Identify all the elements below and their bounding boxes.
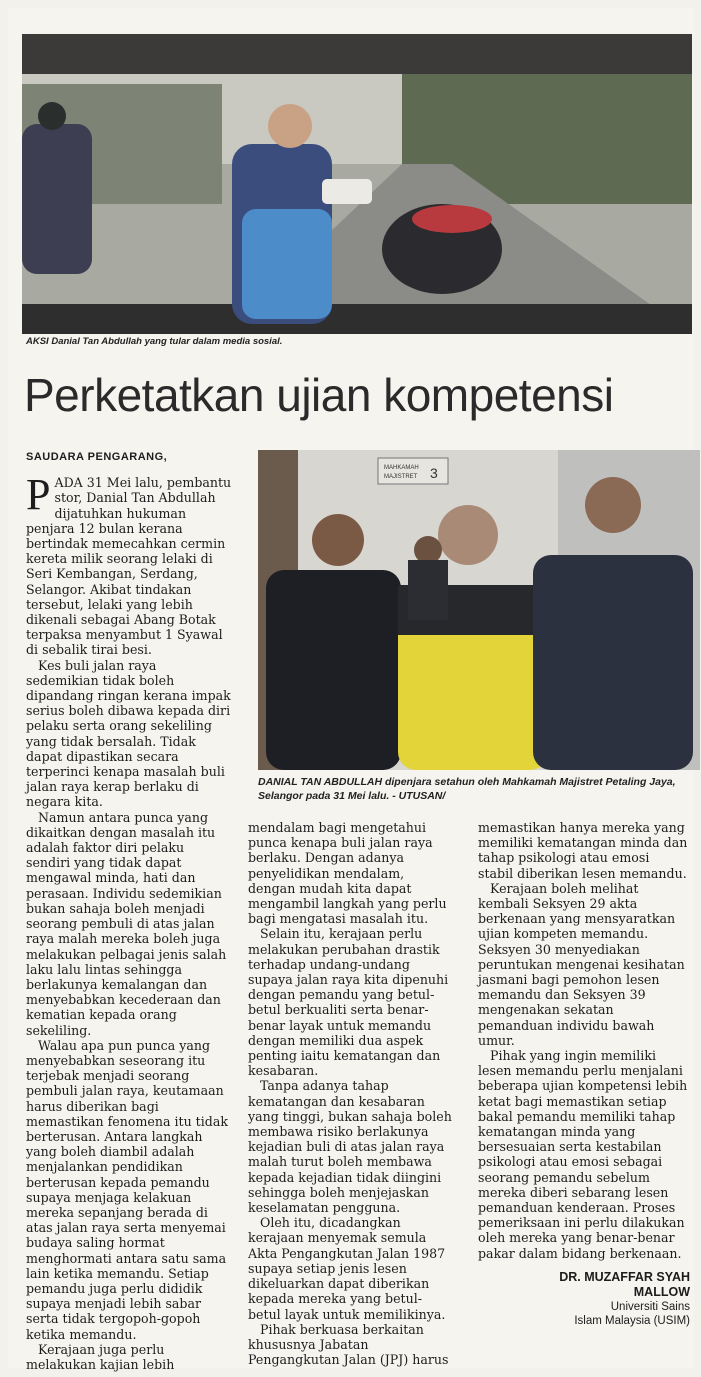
author-signature (500, 1270, 690, 1328)
paragraph-4: Walau apa pun punca yang menyebabkan seseorang itu terjebak menjadi seorang pembuli jalan raya, keutamaan harus diberikan bagi memastikan fenomena itu tidak berterusan. Antara langkah yang boleh diambil adalah menjalankan pendidikan berterusan kepada pemandu supaya menjaga kelakuan mereka sepanjang berada di atas jalan raya serta menyemai budaya saling hormat menghormati antara satu sama lain ketika memandu. Setiap pemandu juga perlu dididik supaya menjadi lebih sabar serta tidak tergopoh-gopoh ketika memandu. (26, 1037, 228, 1342)
paragraph-12: Kerajaan boleh melihat kembali Seksyen 29 akta berkenaan yang mensyaratkan ujian kompeten memandu. Seksyen 30 menyediakan peruntukan mengenai kesihatan jasmani bagi pemohon lesen memandu dan Seksyen 39 mengenakan sekatan pemanduan individu bawah umur. (478, 880, 685, 1048)
paragraph-11: memastikan hanya mereka yang memiliki kematangan minda dan tahap psikologi atau emosi stabil diberikan lesen memandu. (478, 820, 688, 881)
paragraph-1 (26, 470, 232, 658)
article-column-1 (26, 450, 232, 1372)
author-affiliation-line2: Islam Malaysia (USIM) (574, 1315, 690, 1327)
article-column-3 (478, 820, 688, 1261)
court-photo-caption: DANIAL TAN ABDULLAH dipenjara setahun oleh Mahkamah Majistret Petaling Jaya, Selangor pada 31 Mei lalu. - UTUSAN/ (258, 776, 676, 802)
author-affiliation-line1: Universiti Sains (610, 1301, 690, 1313)
paragraph-9: Oleh itu, dicadangkan kerajaan menyemak semula Akta Pengangkutan Jalan 1987 supaya setiap jenis lesen dikeluarkan dapat diberikan kepada mereka yang betul-betul layak untuk memilikinya. (248, 1215, 446, 1322)
paragraph-7: Selain itu, kerajaan perlu melakukan perubahan drastik terhadap undang-undang supaya jalan raya kita dipenuhi dengan pemandu yang betul-betul berkualiti serta benar-benar layak untuk memandu dengan memiliki dua aspek penting iaitu kematangan dan kesabaran. (248, 926, 449, 1079)
paragraph-1-text: ADA 31 Mei lalu, pembantu stor, Danial Tan Abdullah dijatuhkan hukuman penjara 12 bulan kerana bertindak memecahkan cermin kereta milik seorang lelaki di Seri Kembangan, Serdang, Selangor. Akibat tindakan tersebut, lelaki yang lebih dikenali sebagai Abang Botak terpaksa menyambut 1 Syawal di sebalik tirai besi. (26, 475, 232, 658)
paragraph-10: Pihak berkuasa berkaitan khususnya Jabatan Pengangkutan Jalan (JPJ) harus (248, 1321, 449, 1368)
court-sign-number: 3 (430, 465, 438, 481)
court-sign-line2: MAJISTRET (384, 474, 418, 480)
court-photo (258, 450, 700, 770)
author-name-line1: DR. MUZAFFAR SYAH (559, 1270, 690, 1284)
paragraph-13: Pihak yang ingin memiliki lesen memandu perlu menjalani beberapa ujian kompetensi lebih ketat bagi memastikan setiap bakal pemandu memiliki tahap kematangan minda yang bersesuaian serta kestabilan psikologi atau emosi sebagai seorang pemandu sebelum mereka diberi sebarang lesen pemanduan kenderaan. Proses pemeriksaan ini perlu dilakukan oleh mereka yang benar-benar pakar dalam bidang berkenaan. (478, 1048, 688, 1261)
author-name-line2: MALLOW (633, 1285, 690, 1299)
paragraph-3: Namun antara punca yang dikaitkan dengan masalah itu adalah faktor diri pelaku sendiri yang tidak dapat mengawal minda, hati dan perasaan. Individu sedemikian bukan sahaja boleh menjadi seorang pembuli di atas jalan raya malah mereka boleh juga melakukan pelbagai jenis salah laku lalu lintas sehingga berlakunya kemalangan dan menyebabkan kecederaan dan kematian kepada orang sekeliling. (26, 809, 227, 1038)
paragraph-6: mendalam bagi mengetahui punca kenapa buli jalan raya berlaku. Dengan adanya penyelidikan mendalam, dengan mudah kita dapat mengambil langkah yang perlu bagi mengatasi masalah itu. (248, 820, 447, 927)
paragraph-8: Tanpa adanya tahap kematangan dan kesabaran yang tinggi, bukan sahaja boleh membawa risiko berlakunya kejadian buli di atas jalan raya malah turut boleh membawa kepada kejadian tidak diingini sehingga boleh menjejaskan keselamatan pengguna. (248, 1078, 452, 1216)
salutation: SAUDARA PENGARANG, (26, 451, 168, 463)
dashcam-scene (22, 34, 692, 334)
headline: Perketatkan ujian kompetensi (24, 369, 614, 421)
dropcap: P (26, 470, 51, 520)
article-column-2 (248, 820, 454, 1367)
court-sign-line1: MAHKAMAH (384, 465, 419, 471)
paragraph-2: Kes buli jalan raya sedemikian tidak boleh dipandang ringan kerana impak serius boleh dibawa kepada diri pelaku serta orang sekeliling yang tidak bersalah. Tidak dapat dipastikan secara terperinci kenapa masalah buli jalan raya kerap berlaku di negara kita. (26, 657, 231, 810)
court-scene (258, 450, 700, 770)
photo-caption: AKSI Danial Tan Abdullah yang tular dalam media sosial. (26, 336, 283, 347)
dashcam-photo (22, 34, 692, 334)
paragraph-5: Kerajaan juga perlu melakukan kajian lebih (26, 1341, 175, 1372)
